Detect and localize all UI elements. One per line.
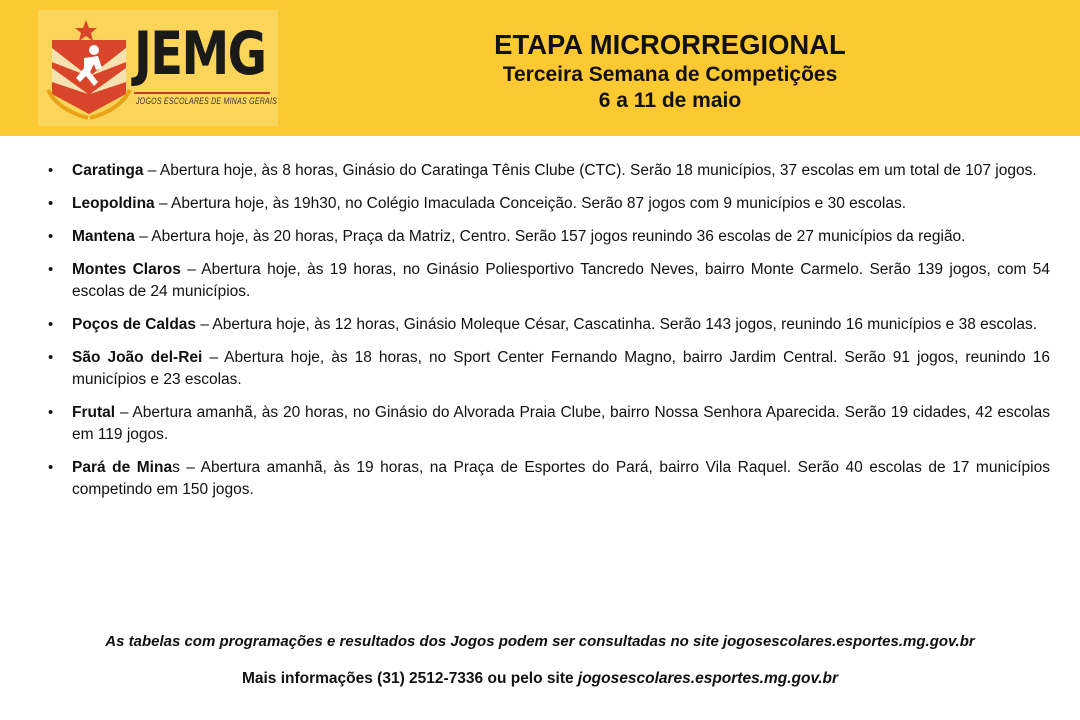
item-text: – Abertura hoje, às 19 horas, no Ginásio Poliesportivo Tancredo Neves, bairro Monte Carmelo. Serão 139 jogos, com 54 escolas de 24 municípios. bbox=[72, 261, 1050, 300]
footer-contact bbox=[0, 669, 1080, 689]
item-text: – Abertura hoje, às 18 horas, no Sport Center Fernando Magno, bairro Jardim Central. Serão 91 jogos, reunindo 16 municípios e 23 escolas. bbox=[72, 349, 1050, 388]
list-item bbox=[44, 314, 1050, 336]
city-suffix: s bbox=[172, 459, 180, 476]
list-item bbox=[44, 347, 1050, 391]
bullet-icon: • bbox=[48, 195, 54, 212]
competition-list bbox=[44, 160, 1050, 512]
header-titles bbox=[430, 28, 910, 114]
page-title: ETAPA MICRORREGIONAL bbox=[494, 29, 846, 60]
logo-wordmark: JEMG bbox=[134, 19, 266, 89]
list-item bbox=[44, 226, 1050, 248]
list-item bbox=[44, 259, 1050, 303]
bullet-icon: • bbox=[48, 261, 54, 278]
bullet-icon: • bbox=[48, 459, 54, 476]
list-item bbox=[44, 193, 1050, 215]
logo-subtitle: JOGOS ESCOLARES DE MINAS GERAIS bbox=[136, 96, 278, 106]
city-name: Caratinga bbox=[72, 162, 144, 179]
item-text: – Abertura amanhã, às 19 horas, na Praça de Esportes do Pará, bairro Vila Raquel. Serão 40 escolas de 17 municípios competindo em 150 jogos. bbox=[72, 459, 1050, 498]
city-name: Leopoldina bbox=[72, 195, 155, 212]
contact-text: Mais informações (31) 2512-7336 ou pelo site bbox=[241, 670, 578, 687]
bullet-icon: • bbox=[48, 162, 54, 179]
jemg-logo bbox=[38, 10, 278, 126]
city-name: São João del-Rei bbox=[72, 349, 203, 366]
city-name: Montes Claros bbox=[72, 261, 181, 278]
item-text: – Abertura hoje, às 20 horas, Praça da Matriz, Centro. Serão 157 jogos reunindo 36 escolas de 27 municípios da região. bbox=[134, 228, 966, 245]
city-name: Mantena bbox=[72, 228, 135, 245]
list-item bbox=[44, 402, 1050, 446]
item-text: – Abertura amanhã, às 20 horas, no Ginásio do Alvorada Praia Clube, bairro Nossa Senhora Aparecida. Serão 19 cidades, 42 escolas em 119 jogos. bbox=[72, 404, 1050, 443]
city-name: Poços de Caldas bbox=[72, 316, 197, 333]
item-text: – Abertura hoje, às 12 horas, Ginásio Moleque César, Cascatinha. Serão 143 jogos, reunindo 16 municípios e 38 escolas. bbox=[196, 316, 1038, 333]
list-item bbox=[44, 160, 1050, 182]
city-name: Pará de Mina bbox=[72, 459, 173, 476]
city-name: Frutal bbox=[72, 404, 116, 421]
header-banner bbox=[0, 0, 1080, 136]
date-range: 6 a 11 de maio bbox=[598, 89, 742, 112]
page-subtitle: Terceira Semana de Competições bbox=[502, 63, 838, 86]
bullet-icon: • bbox=[48, 228, 54, 245]
footer-note: As tabelas com programações e resultados dos Jogos podem ser consultadas no site jogosescolares.esportes.mg.gov.br bbox=[105, 633, 975, 650]
item-text: – Abertura hoje, às 8 horas, Ginásio do Caratinga Tênis Clube (CTC). Serão 18 municípios, 37 escolas em um total de 107 jogos. bbox=[143, 162, 1037, 179]
bullet-icon: • bbox=[48, 316, 54, 333]
list-item bbox=[44, 457, 1050, 501]
bullet-icon: • bbox=[48, 349, 54, 366]
contact-site-link: jogosescolares.esportes.mg.gov.br bbox=[577, 670, 839, 687]
item-text: – Abertura hoje, às 19h30, no Colégio Imaculada Conceição. Serão 87 jogos com 9 municípios e 30 escolas. bbox=[154, 195, 907, 212]
bullet-icon: • bbox=[48, 404, 54, 421]
